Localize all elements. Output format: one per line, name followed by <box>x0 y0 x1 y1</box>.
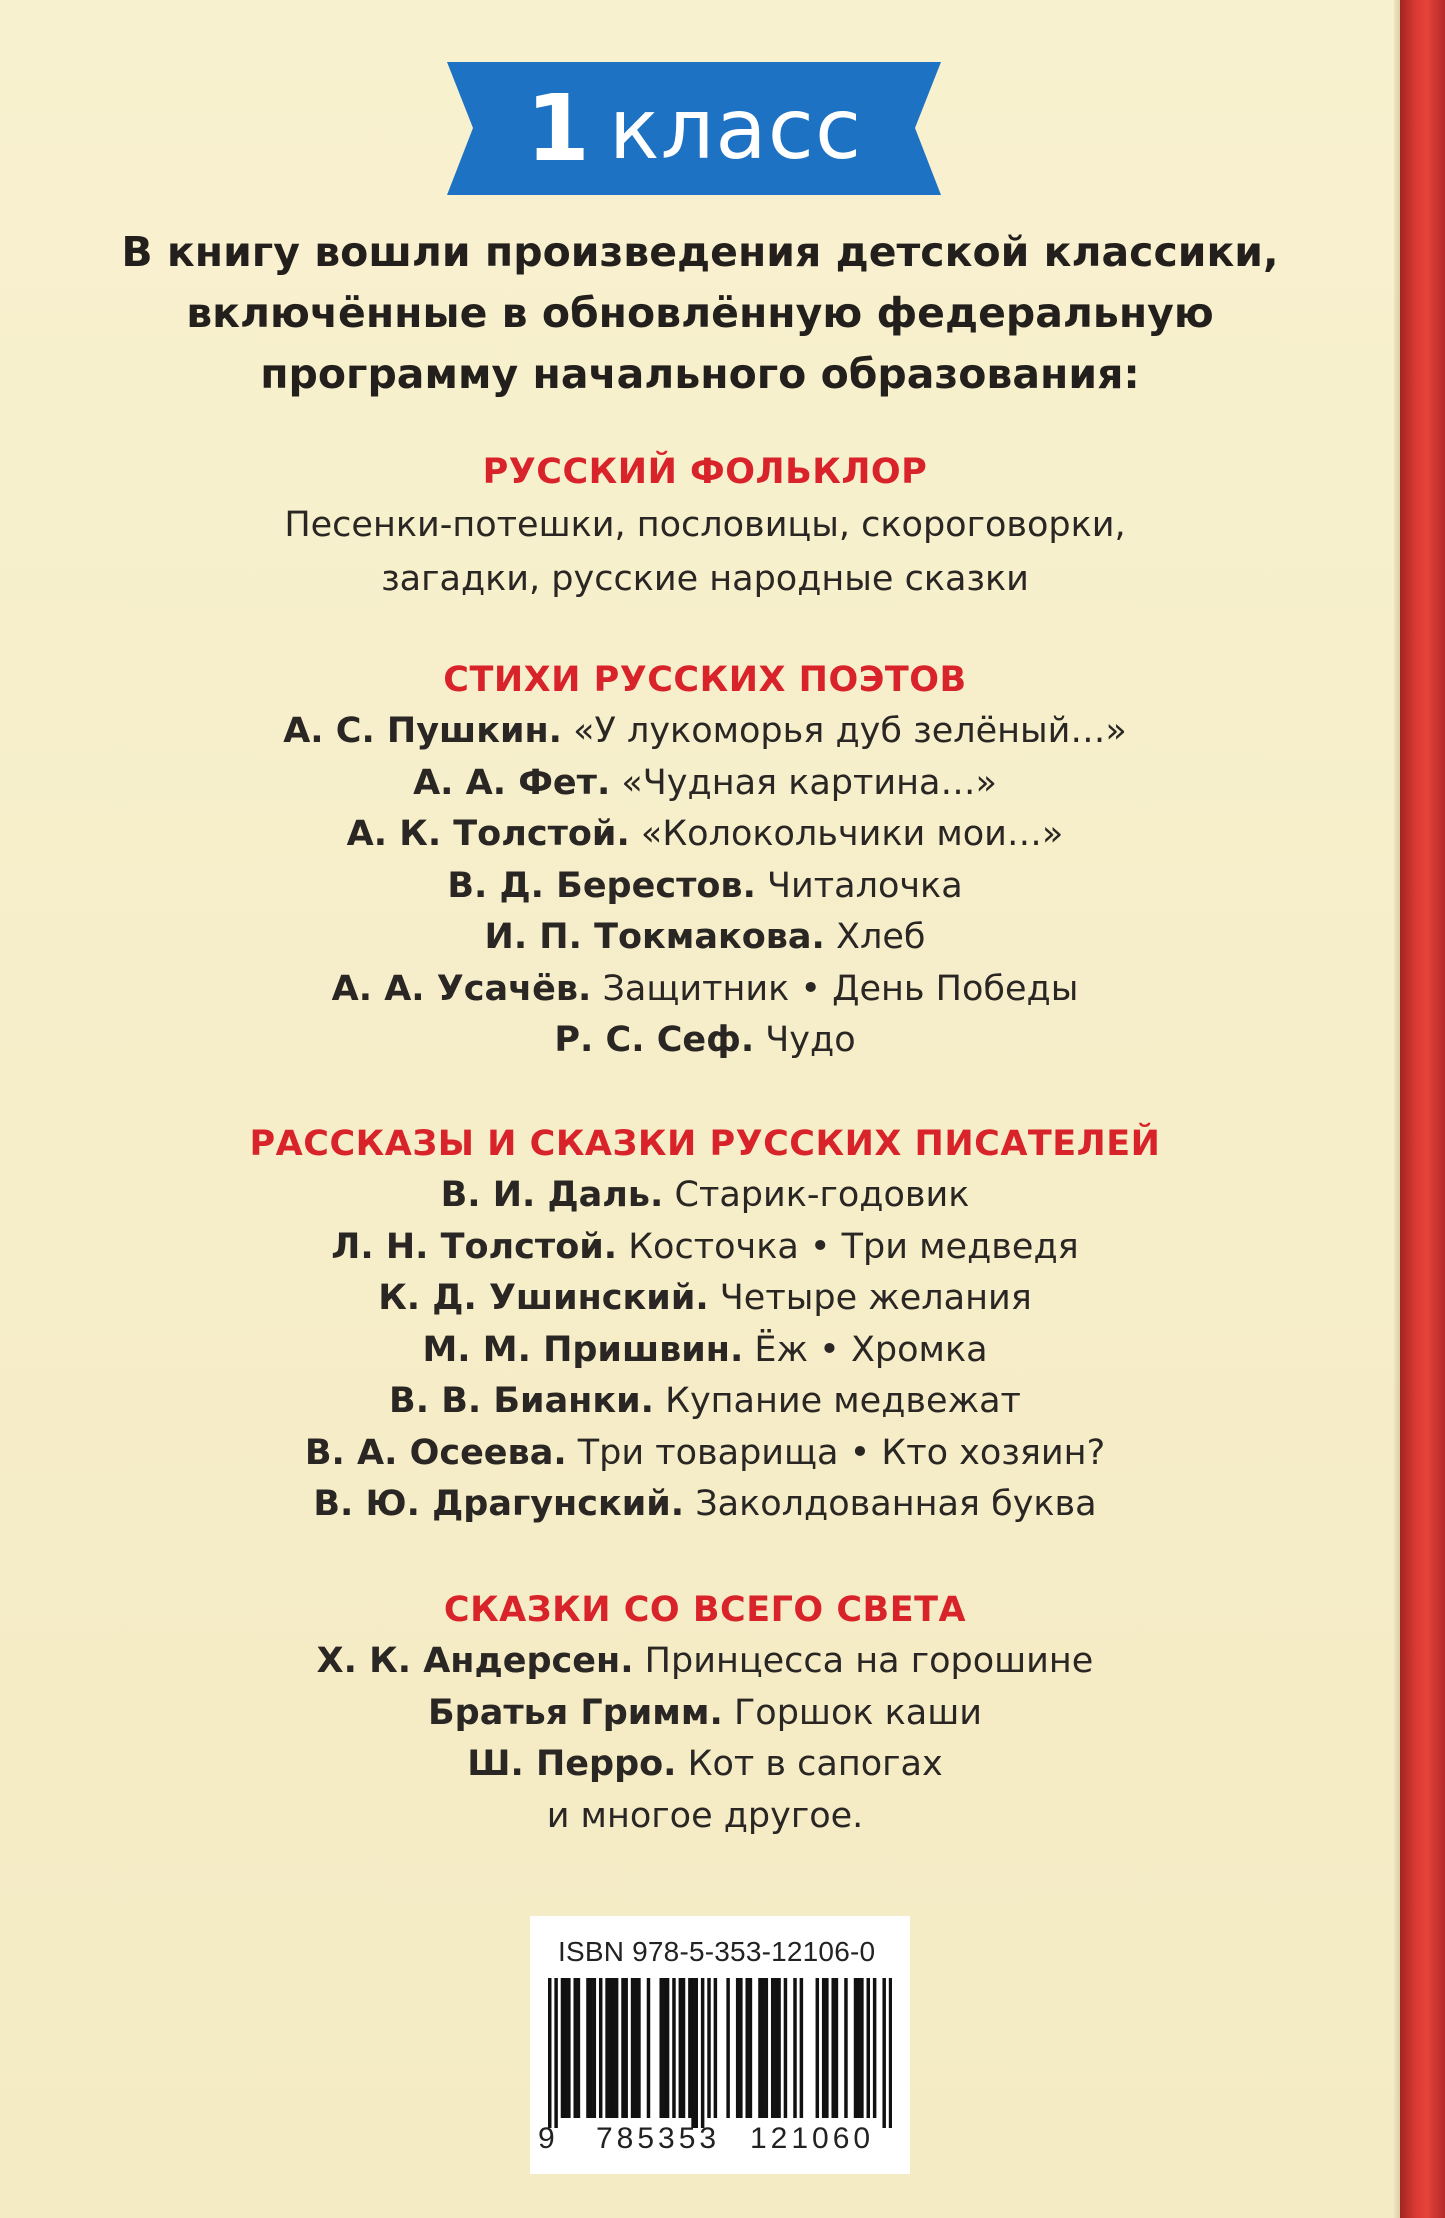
entry-author: А. К. Толстой. <box>346 814 630 854</box>
entry-author: Л. Н. Толстой. <box>331 1226 618 1267</box>
entry-line <box>60 1273 1350 1325</box>
intro-line: включённые в обновлённую федеральную <box>186 289 1214 337</box>
closing-line: и многое другое. <box>546 1795 864 1836</box>
entry-works: Читалочка <box>767 865 963 906</box>
entry-works: «У лукоморья дуб зелёный…» <box>573 711 1127 751</box>
entry-line <box>60 706 1350 758</box>
entry-line <box>60 1428 1350 1480</box>
entry-author: Братья Гримм. <box>427 1692 723 1733</box>
entry-line <box>60 809 1350 861</box>
book-spine <box>1400 0 1445 2218</box>
section-poems <box>60 654 1350 1067</box>
section-title: СТИХИ РУССКИХ ПОЭТОВ <box>443 660 967 700</box>
entry-works: Принцесса на горошине <box>644 1641 1094 1681</box>
entry-works: Кот в сапогах <box>687 1744 943 1784</box>
entry-line <box>60 1479 1350 1531</box>
entry-line <box>60 1222 1350 1274</box>
entry-line <box>60 1325 1350 1377</box>
entry-works: Горшок каши <box>733 1692 982 1733</box>
entry-works: Заколдованная буква <box>695 1484 1097 1524</box>
section-world-tales <box>60 1584 1350 1842</box>
entry-author: К. Д. Ушинский. <box>378 1278 709 1318</box>
entry-author: Х. К. Андерсен. <box>316 1641 634 1681</box>
entry-author: В. И. Даль. <box>440 1175 664 1215</box>
entry-works: «Чудная картина…» <box>621 762 997 803</box>
grade-word: класс <box>608 79 863 178</box>
intro-line: В книгу вошли произведения детской классики, <box>121 228 1279 276</box>
section-stories <box>60 1118 1350 1531</box>
entry-line <box>60 1688 1350 1740</box>
entry-author: А. А. Усачёв. <box>331 968 592 1009</box>
entry-works: Четыре желания <box>719 1278 1032 1318</box>
entry-author: В. А. Осеева. <box>304 1432 567 1473</box>
section-text-line: Песенки-потешки, пословицы, скороговорки, <box>284 505 1126 545</box>
entry-works: Защитник • День Победы <box>602 968 1079 1009</box>
section-title: РАССКАЗЫ И СКАЗКИ РУССКИХ ПИСАТЕЛЕЙ <box>249 1124 1161 1164</box>
isbn-text: ISBN 978-5-353-12106-0 <box>558 1936 876 1967</box>
entry-author: Р. С. Сеф. <box>554 1020 755 1060</box>
entry-line <box>60 861 1350 913</box>
section-title: РУССКИЙ ФОЛЬКЛОР <box>482 452 928 492</box>
entry-author: И. П. Токмакова. <box>484 917 825 957</box>
entry-line <box>60 1170 1350 1222</box>
grade-number: 1 <box>525 75 591 182</box>
intro-line: программу начального образования: <box>260 350 1140 398</box>
grade-banner <box>447 62 941 195</box>
entry-line <box>60 1636 1350 1688</box>
entry-author: В. Д. Берестов. <box>447 865 756 906</box>
entry-works: Чудо <box>765 1020 856 1060</box>
isbn-barcode <box>530 1916 910 2174</box>
entry-works: Купание медвежат <box>665 1381 1021 1421</box>
entry-works: Старик-годовик <box>674 1175 970 1215</box>
entry-line <box>60 758 1350 810</box>
section-folklore <box>60 446 1350 606</box>
entry-line <box>60 1015 1350 1067</box>
barcode-digit-first: 9 <box>538 2122 559 2155</box>
entry-works: Ёж • Хромка <box>754 1329 988 1370</box>
entry-line <box>60 1376 1350 1428</box>
entry-works: Три товарища • Кто хозяин? <box>577 1432 1106 1473</box>
entry-author: А. А. Фет. <box>413 762 611 803</box>
entry-author: В. Ю. Драгунский. <box>313 1484 685 1524</box>
entry-line <box>60 964 1350 1016</box>
entry-line <box>60 912 1350 964</box>
barcode-bars <box>548 1978 892 2128</box>
barcode-group-right: 121060 <box>750 2122 875 2155</box>
entry-works: Косточка • Три медведя <box>628 1226 1079 1267</box>
entry-author: В. В. Бианки. <box>389 1381 654 1421</box>
entry-author: М. М. Пришвин. <box>422 1329 744 1370</box>
section-title: СКАЗКИ СО ВСЕГО СВЕТА <box>443 1590 967 1630</box>
entry-author: Ш. Перро. <box>467 1744 677 1784</box>
entry-works: Хлеб <box>835 917 926 957</box>
intro-text <box>100 222 1300 405</box>
entry-line <box>60 1739 1350 1791</box>
entry-works: «Колокольчики мои…» <box>640 814 1064 854</box>
entry-author: А. С. Пушкин. <box>283 711 562 751</box>
section-text-line: загадки, русские народные сказки <box>381 559 1029 599</box>
barcode-group-left: 785353 <box>596 2122 721 2155</box>
